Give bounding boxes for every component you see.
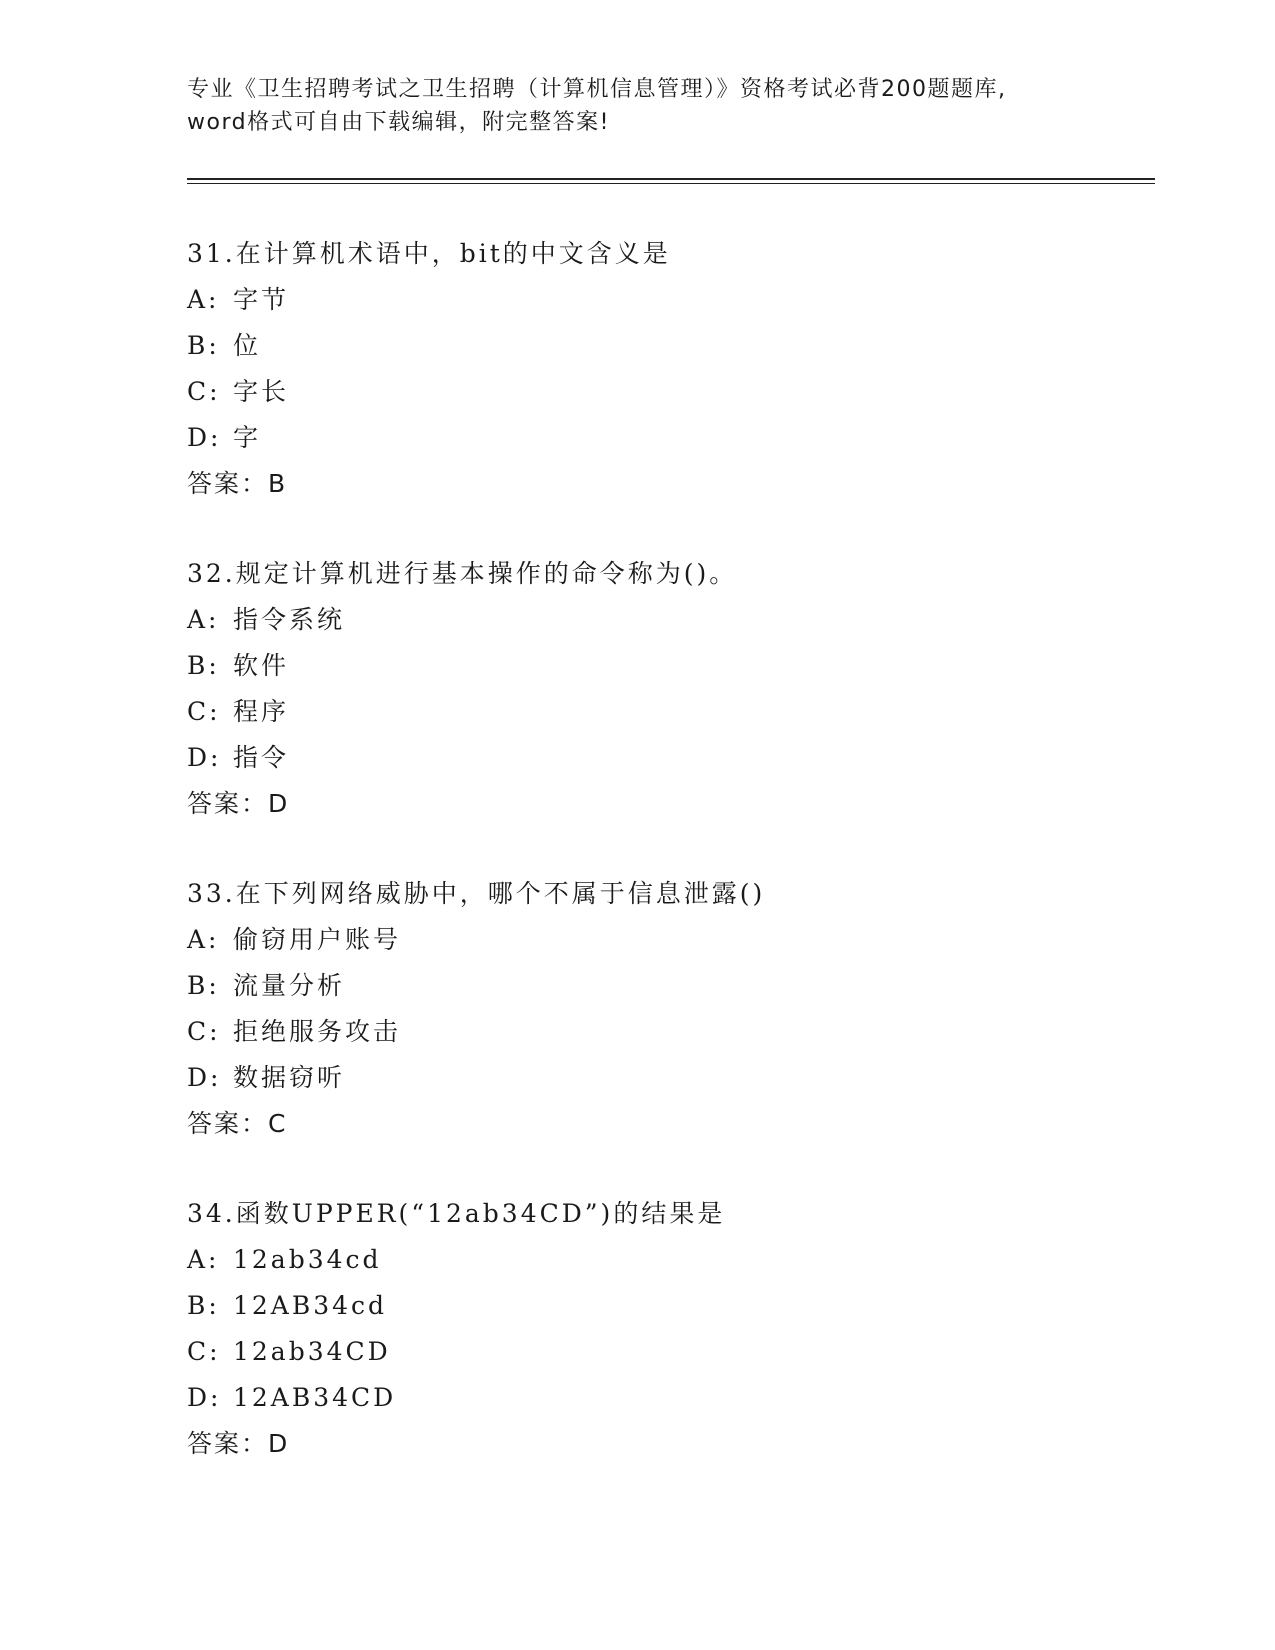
option-text: 12ab34CD xyxy=(233,1337,391,1366)
option-text: 程序 xyxy=(233,697,290,726)
option-b xyxy=(187,323,1147,369)
option-b xyxy=(187,1283,1147,1329)
option-d xyxy=(187,1055,1147,1101)
option-text: 指令系统 xyxy=(233,605,346,634)
option-a xyxy=(187,917,1147,963)
answer-line: 答案：D xyxy=(187,1429,290,1458)
option-text: 拒绝服务攻击 xyxy=(233,1017,402,1046)
option-d xyxy=(187,1375,1147,1421)
option-letter: A: xyxy=(187,1245,220,1274)
option-text: 流量分析 xyxy=(233,971,346,1000)
option-text: 指令 xyxy=(233,743,290,772)
option-text: 位 xyxy=(233,331,262,360)
document-header xyxy=(187,73,1107,139)
option-text: 字长 xyxy=(233,377,290,406)
option-letter: A: xyxy=(187,605,220,634)
question-31 xyxy=(187,231,1147,507)
answer-line: 答案：D xyxy=(187,789,290,818)
option-c xyxy=(187,369,1147,415)
option-d xyxy=(187,735,1147,781)
question-33 xyxy=(187,871,1147,1147)
option-letter: C: xyxy=(187,697,221,726)
option-c xyxy=(187,689,1147,735)
option-a xyxy=(187,597,1147,643)
answer-line: 答案：C xyxy=(187,1109,288,1138)
question-stem: 34.函数UPPER(“12ab34CD”)的结果是 xyxy=(187,1199,726,1228)
header-rule-bottom xyxy=(187,183,1155,184)
option-text: 12AB34CD xyxy=(233,1383,397,1412)
question-stem: 32.规定计算机进行基本操作的命令称为()。 xyxy=(187,559,738,588)
option-letter: D: xyxy=(187,1063,222,1092)
option-a xyxy=(187,1237,1147,1283)
option-text: 字节 xyxy=(233,285,290,314)
option-letter: A: xyxy=(187,925,220,954)
question-stem: 33.在下列网络威胁中，哪个不属于信息泄露() xyxy=(187,879,766,908)
question-stem: 31.在计算机术语中，bit的中文含义是 xyxy=(187,239,671,268)
option-text: 12AB34cd xyxy=(233,1291,388,1320)
option-letter: B: xyxy=(187,1291,220,1320)
option-b xyxy=(187,643,1147,689)
header-rule-top xyxy=(187,178,1155,180)
option-a xyxy=(187,277,1147,323)
option-letter: C: xyxy=(187,377,221,406)
option-b xyxy=(187,963,1147,1009)
option-text: 偷窃用户账号 xyxy=(233,925,402,954)
answer-line: 答案：B xyxy=(187,469,288,498)
option-d xyxy=(187,415,1147,461)
option-text: 字 xyxy=(233,423,262,452)
option-c xyxy=(187,1009,1147,1055)
option-text: 数据窃听 xyxy=(233,1063,346,1092)
header-line-2: word格式可自由下载编辑，附完整答案! xyxy=(187,110,610,135)
option-letter: D: xyxy=(187,1383,222,1412)
option-c xyxy=(187,1329,1147,1375)
question-34 xyxy=(187,1191,1147,1467)
option-letter: D: xyxy=(187,423,222,452)
option-letter: B: xyxy=(187,971,220,1000)
question-32 xyxy=(187,551,1147,827)
option-letter: B: xyxy=(187,651,220,680)
option-letter: D: xyxy=(187,743,222,772)
option-letter: B: xyxy=(187,331,220,360)
option-letter: A: xyxy=(187,285,220,314)
option-text: 12ab34cd xyxy=(233,1245,382,1274)
option-text: 软件 xyxy=(233,651,290,680)
header-line-1: 专业《卫生招聘考试之卫生招聘（计算机信息管理）》资格考试必背200题题库, xyxy=(187,77,1007,102)
option-letter: C: xyxy=(187,1337,221,1366)
option-letter: C: xyxy=(187,1017,221,1046)
